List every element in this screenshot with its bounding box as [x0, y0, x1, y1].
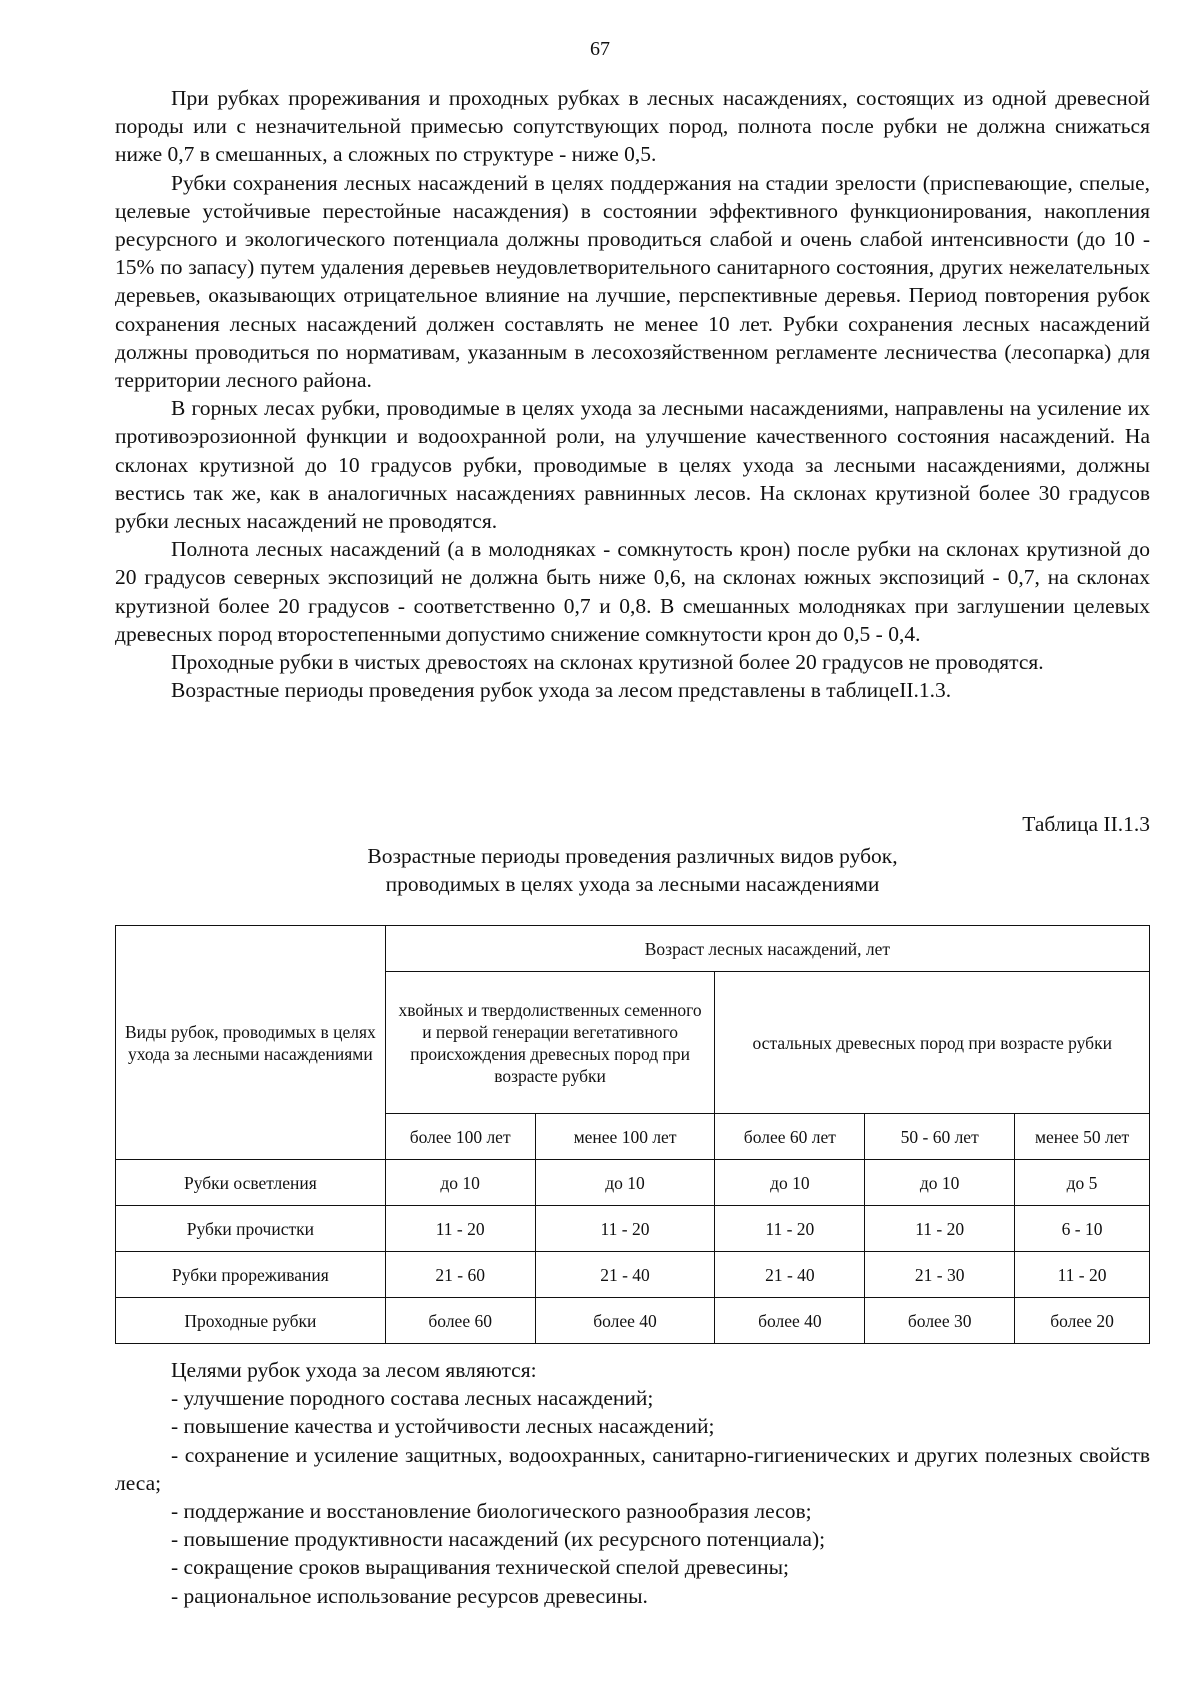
- paragraph-thinning-density: При рубках прореживания и проходных рубках в лесных насаждениях, состоящих из одной древесной породы или с незначительной примесью сопутствующих пород, полнота после рубки не должна снижаться ниже 0,7 в смешанных, а сложных по структуре - ниже 0,5.: [115, 86, 1150, 167]
- goal-item: - сохранение и усиление защитных, водоохранных, санитарно-гигиенических и других полезных свойств леса;: [115, 1442, 1150, 1495]
- goal-item: - повышение качества и устойчивости лесных насаждений;: [171, 1414, 715, 1439]
- page-number: 67: [590, 38, 610, 60]
- row-label: Рубки прочистки: [116, 1206, 386, 1252]
- goal-item: - улучшение породного состава лесных насаждений;: [171, 1386, 654, 1411]
- goal-item: - повышение продуктивности насаждений (их ресурсного потенциала);: [171, 1527, 826, 1552]
- table-cell: 21 - 30: [865, 1252, 1015, 1298]
- goals-section: [115, 1356, 1150, 1610]
- table-cell: до 10: [385, 1160, 535, 1206]
- table-cell: более 40: [715, 1298, 865, 1344]
- table-cell: 21 - 40: [535, 1252, 715, 1298]
- table-row: [116, 1252, 1150, 1298]
- table-row: [116, 1298, 1150, 1344]
- table-cell: до 10: [715, 1160, 865, 1206]
- table-title-line-2: проводимых в целях ухода за лесными насаждениями: [385, 872, 880, 896]
- table-cell: 11 - 20: [535, 1206, 715, 1252]
- column-header: менее 100 лет: [535, 1114, 715, 1160]
- row-label: Рубки осветления: [116, 1160, 386, 1206]
- row-label: Рубки прореживания: [116, 1252, 386, 1298]
- table-cell: 11 - 20: [385, 1206, 535, 1252]
- table-cell: до 10: [865, 1160, 1015, 1206]
- table-title: [115, 842, 1150, 898]
- paragraph-stand-density-slopes: Полнота лесных насаждений (а в молодняках - сомкнутость крон) после рубки на склонах крутизной до 20 градусов северных экспозиций не должна быть ниже 0,6, на склонах южных экспозиций - 0,7, на склонах крутизной более 20 градусов - соответственно 0,7 и 0,8. В смешанных молодняках при заглушении целевых древесных пород второстепенными допустимо снижение сомкнутости крон до 0,5 - 0,4.: [115, 537, 1150, 646]
- goal-item: - рациональное использование ресурсов древесины.: [171, 1583, 648, 1608]
- paragraph-passage-cuts: Проходные рубки в чистых древостоях на склонах крутизной более 20 градусов не проводятся.: [171, 650, 1044, 675]
- table-row: [116, 1160, 1150, 1206]
- column-header: 50 - 60 лет: [865, 1114, 1015, 1160]
- column-header: менее 50 лет: [1015, 1114, 1150, 1160]
- paragraph-mountain-forests: В горных лесах рубки, проводимые в целях ухода за лесными насаждениями, направлены на усиление их противоэрозионной функции и водоохранной роли, на улучшение качественного состояния насаждений. На склонах крутизной до 10 градусов рубки, проводимые в целях ухода за лесными насаждениями, должны вестись так же, как в аналогичных насаждениях равнинных лесов. На склонах крутизной более 30 градусов рубки лесных насаждений не проводятся.: [115, 396, 1150, 534]
- table-cell: 6 - 10: [1015, 1206, 1150, 1252]
- goals-intro: Целями рубок ухода за лесом являются:: [171, 1358, 537, 1382]
- table-cell: 11 - 20: [715, 1206, 865, 1252]
- row-label: Проходные рубки: [116, 1298, 386, 1344]
- table-cell: более 60: [385, 1298, 535, 1344]
- table-caption: Таблица II.1.3: [1022, 812, 1150, 836]
- table-row: [116, 1206, 1150, 1252]
- header-stand-age: Возраст лесных насаждений, лет: [385, 926, 1149, 972]
- table-cell: более 30: [865, 1298, 1015, 1344]
- table-cell: 11 - 20: [1015, 1252, 1150, 1298]
- table-cell: до 10: [535, 1160, 715, 1206]
- body-text: [115, 84, 1150, 704]
- table-cell: 11 - 20: [865, 1206, 1015, 1252]
- column-header: более 60 лет: [715, 1114, 865, 1160]
- table-cell: 21 - 60: [385, 1252, 535, 1298]
- table-cell: более 20: [1015, 1298, 1150, 1344]
- age-periods-table: [115, 925, 1150, 1344]
- column-header: более 100 лет: [385, 1114, 535, 1160]
- table-cell: более 40: [535, 1298, 715, 1344]
- header-conifer-group: хвойных и твердолиственных семенного и первой генерации вегетативного происхождения древесных пород при возрасте рубки: [385, 972, 715, 1114]
- table-title-line-1: Возрастные периоды проведения различных видов рубок,: [367, 844, 898, 868]
- table-cell: 21 - 40: [715, 1252, 865, 1298]
- goal-item: - поддержание и восстановление биологического разнообразия лесов;: [171, 1499, 812, 1524]
- table-cell: до 5: [1015, 1160, 1150, 1206]
- paragraph-preservation-cuts: Рубки сохранения лесных насаждений в целях поддержания на стадии зрелости (приспевающие, спелые, целевые устойчивые перестойные насаждения) в состоянии эффективного функционирования, накопления ресурсного и экологического потенциала должны проводиться слабой и очень слабой интенсивности (до 10 - 15% по запасу) путем удаления деревьев неудовлетворительного санитарного состояния, других нежелательных деревьев, оказывающих отрицательное влияние на лучшие, перспективные деревья. Период повторения рубок сохранения лесных насаждений должен составлять не менее 10 лет. Рубки сохранения лесных насаждений должны проводиться по нормативам, указанным в лесохозяйственном регламенте лесничества (лесопарка) для территории лесного района.: [115, 170, 1150, 393]
- header-cut-types: Виды рубок, проводимых в целях ухода за лесными насаждениями: [116, 926, 386, 1160]
- goal-item: - сокращение сроков выращивания технической спелой древесины;: [171, 1555, 789, 1580]
- paragraph-table-reference: Возрастные периоды проведения рубок ухода за лесом представлены в таблицеII.1.3.: [171, 678, 952, 703]
- header-other-species-group: остальных древесных пород при возрасте рубки: [715, 972, 1150, 1114]
